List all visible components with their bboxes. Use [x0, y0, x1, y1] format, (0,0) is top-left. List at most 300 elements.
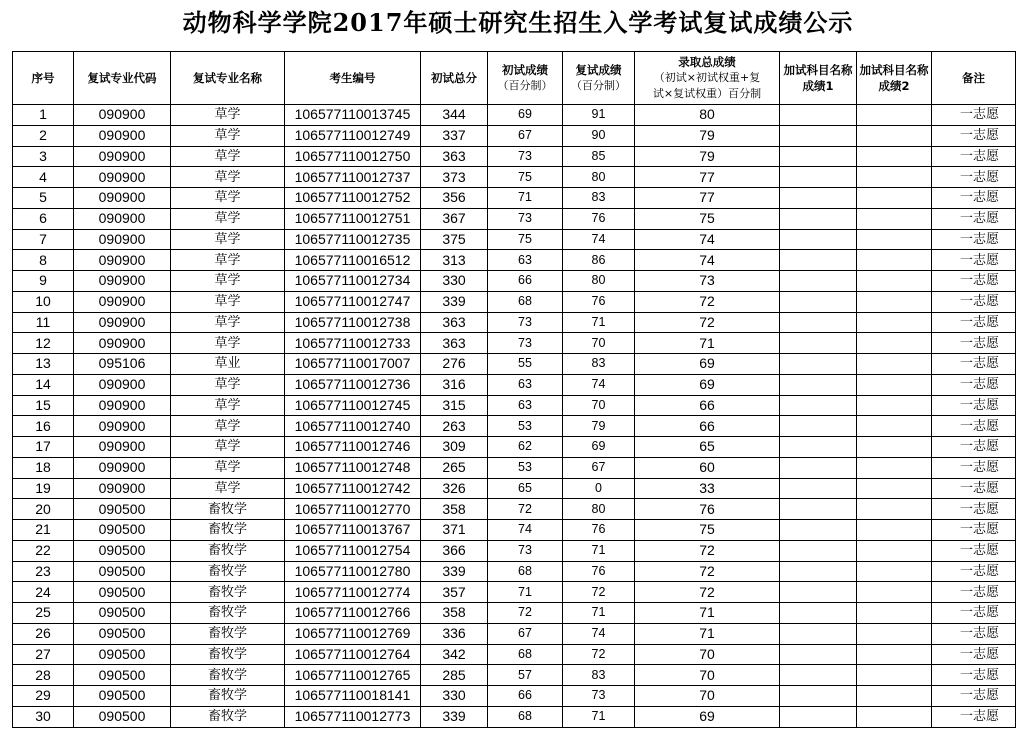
cell-prelim-score: 73: [488, 146, 563, 167]
cell-extra-subject-1: [780, 706, 857, 727]
cell-extra-subject-1: [780, 271, 857, 292]
cell-extra-subject-2: [857, 146, 932, 167]
cell-seq: 22: [13, 540, 74, 561]
cell-retest-score: 73: [563, 686, 635, 707]
cell-retest-score: 80: [563, 167, 635, 188]
cell-seq: 21: [13, 520, 74, 541]
cell-major-code: 090900: [74, 208, 171, 229]
table-row: [13, 208, 1016, 229]
cell-final-score: 65: [635, 437, 780, 458]
cell-prelim-score: 66: [488, 686, 563, 707]
cell-prelim-score: 73: [488, 312, 563, 333]
cell-major-code: 090500: [74, 644, 171, 665]
cell-final-score: 69: [635, 374, 780, 395]
cell-prelim-score: 73: [488, 333, 563, 354]
cell-seq: 16: [13, 416, 74, 437]
cell-retest-score: 83: [563, 665, 635, 686]
cell-remark: 一志愿: [932, 354, 1016, 375]
cell-prelim-score: 74: [488, 520, 563, 541]
cell-remark: 一志愿: [932, 582, 1016, 603]
cell-prelim-total: 363: [421, 312, 488, 333]
table-row: [13, 520, 1016, 541]
cell-retest-score: 76: [563, 561, 635, 582]
cell-extra-subject-2: [857, 665, 932, 686]
cell-extra-subject-1: [780, 374, 857, 395]
cell-prelim-total: 313: [421, 250, 488, 271]
cell-prelim-score: 57: [488, 665, 563, 686]
cell-final-score: 72: [635, 540, 780, 561]
header-extra-subject-1: 加试科目名称成绩1: [780, 52, 857, 105]
cell-final-score: 33: [635, 478, 780, 499]
cell-seq: 11: [13, 312, 74, 333]
cell-exam-number: 106577110012770: [285, 499, 421, 520]
cell-extra-subject-1: [780, 603, 857, 624]
cell-exam-number: 106577110013745: [285, 105, 421, 126]
cell-major-name: 草学: [171, 146, 285, 167]
cell-major-name: 草学: [171, 250, 285, 271]
header-retest-score-sub: （百分制）: [571, 79, 626, 92]
cell-retest-score: 80: [563, 499, 635, 520]
cell-retest-score: 0: [563, 478, 635, 499]
table-row: [13, 706, 1016, 727]
cell-remark: 一志愿: [932, 561, 1016, 582]
cell-major-name: 草学: [171, 271, 285, 292]
header-retest-score-main: 复试成绩: [575, 63, 622, 77]
cell-exam-number: 106577110012748: [285, 457, 421, 478]
cell-seq: 15: [13, 395, 74, 416]
cell-seq: 23: [13, 561, 74, 582]
cell-remark: 一志愿: [932, 540, 1016, 561]
header-prelim-total: 初试总分: [421, 52, 488, 105]
cell-exam-number: 106577110012733: [285, 333, 421, 354]
cell-seq: 14: [13, 374, 74, 395]
cell-exam-number: 106577110012738: [285, 312, 421, 333]
cell-retest-score: 83: [563, 354, 635, 375]
header-seq: 序号: [13, 52, 74, 105]
header-final-score-main: 录取总成绩: [678, 55, 736, 69]
table-row: [13, 167, 1016, 188]
cell-prelim-score: 73: [488, 540, 563, 561]
header-prelim-score-sub: （百分制）: [497, 79, 553, 92]
cell-exam-number: 106577110012773: [285, 706, 421, 727]
cell-major-code: 090900: [74, 395, 171, 416]
cell-remark: 一志愿: [932, 271, 1016, 292]
cell-retest-score: 86: [563, 250, 635, 271]
cell-prelim-score: 62: [488, 437, 563, 458]
cell-prelim-total: 285: [421, 665, 488, 686]
cell-extra-subject-2: [857, 291, 932, 312]
cell-extra-subject-1: [780, 623, 857, 644]
cell-major-code: 090500: [74, 623, 171, 644]
cell-seq: 19: [13, 478, 74, 499]
header-final-score: [635, 52, 780, 105]
cell-final-score: 79: [635, 125, 780, 146]
cell-prelim-total: 337: [421, 125, 488, 146]
cell-remark: 一志愿: [932, 457, 1016, 478]
cell-prelim-total: 363: [421, 333, 488, 354]
cell-prelim-score: 63: [488, 250, 563, 271]
cell-extra-subject-2: [857, 312, 932, 333]
cell-prelim-total: 315: [421, 395, 488, 416]
cell-major-code: 090500: [74, 665, 171, 686]
table-row: [13, 644, 1016, 665]
cell-major-code: 090500: [74, 582, 171, 603]
cell-retest-score: 76: [563, 291, 635, 312]
cell-remark: 一志愿: [932, 478, 1016, 499]
cell-exam-number: 106577110016512: [285, 250, 421, 271]
cell-major-name: 畜牧学: [171, 540, 285, 561]
cell-prelim-score: 71: [488, 188, 563, 209]
cell-major-name: 草学: [171, 395, 285, 416]
cell-extra-subject-2: [857, 188, 932, 209]
cell-extra-subject-1: [780, 312, 857, 333]
cell-seq: 8: [13, 250, 74, 271]
cell-major-name: 畜牧学: [171, 582, 285, 603]
cell-prelim-total: 276: [421, 354, 488, 375]
cell-exam-number: 106577110012740: [285, 416, 421, 437]
cell-final-score: 70: [635, 686, 780, 707]
cell-major-name: 畜牧学: [171, 706, 285, 727]
cell-retest-score: 83: [563, 188, 635, 209]
header-row: [13, 52, 1016, 105]
cell-prelim-total: 358: [421, 603, 488, 624]
cell-major-code: 090500: [74, 520, 171, 541]
cell-seq: 9: [13, 271, 74, 292]
cell-extra-subject-2: [857, 167, 932, 188]
cell-remark: 一志愿: [932, 105, 1016, 126]
cell-prelim-total: 316: [421, 374, 488, 395]
cell-seq: 1: [13, 105, 74, 126]
cell-prelim-score: 69: [488, 105, 563, 126]
cell-prelim-total: 339: [421, 561, 488, 582]
cell-major-name: 畜牧学: [171, 603, 285, 624]
cell-exam-number: 106577110012747: [285, 291, 421, 312]
cell-extra-subject-1: [780, 125, 857, 146]
cell-seq: 29: [13, 686, 74, 707]
table-row: [13, 561, 1016, 582]
header-prelim-score-main: 初试成绩: [502, 63, 548, 77]
cell-exam-number: 106577110017007: [285, 354, 421, 375]
cell-prelim-total: 373: [421, 167, 488, 188]
cell-major-code: 090500: [74, 706, 171, 727]
cell-extra-subject-1: [780, 146, 857, 167]
cell-remark: 一志愿: [932, 146, 1016, 167]
header-remark: 备注: [932, 52, 1016, 105]
cell-extra-subject-1: [780, 686, 857, 707]
cell-major-name: 草学: [171, 188, 285, 209]
cell-final-score: 72: [635, 291, 780, 312]
cell-exam-number: 106577110012774: [285, 582, 421, 603]
cell-major-code: 090500: [74, 561, 171, 582]
table-row: [13, 333, 1016, 354]
table-row: [13, 478, 1016, 499]
table-row: [13, 582, 1016, 603]
cell-extra-subject-2: [857, 125, 932, 146]
cell-retest-score: 74: [563, 374, 635, 395]
cell-final-score: 74: [635, 250, 780, 271]
cell-remark: 一志愿: [932, 167, 1016, 188]
cell-major-code: 090500: [74, 540, 171, 561]
cell-final-score: 60: [635, 457, 780, 478]
cell-retest-score: 71: [563, 312, 635, 333]
table-row: [13, 499, 1016, 520]
cell-prelim-score: 67: [488, 623, 563, 644]
table-row: [13, 271, 1016, 292]
cell-prelim-total: 265: [421, 457, 488, 478]
table-row: [13, 250, 1016, 271]
cell-retest-score: 90: [563, 125, 635, 146]
cell-major-code: 090900: [74, 374, 171, 395]
cell-retest-score: 72: [563, 582, 635, 603]
cell-extra-subject-2: [857, 437, 932, 458]
cell-final-score: 76: [635, 499, 780, 520]
cell-extra-subject-1: [780, 250, 857, 271]
cell-prelim-score: 68: [488, 644, 563, 665]
cell-extra-subject-1: [780, 188, 857, 209]
cell-prelim-total: 263: [421, 416, 488, 437]
cell-major-code: 090900: [74, 333, 171, 354]
cell-exam-number: 106577110012736: [285, 374, 421, 395]
cell-remark: 一志愿: [932, 499, 1016, 520]
cell-seq: 3: [13, 146, 74, 167]
cell-major-code: 090900: [74, 188, 171, 209]
cell-extra-subject-2: [857, 499, 932, 520]
cell-remark: 一志愿: [932, 437, 1016, 458]
cell-extra-subject-1: [780, 582, 857, 603]
cell-extra-subject-2: [857, 208, 932, 229]
cell-prelim-score: 75: [488, 167, 563, 188]
cell-seq: 7: [13, 229, 74, 250]
cell-exam-number: 106577110012769: [285, 623, 421, 644]
cell-major-name: 草学: [171, 105, 285, 126]
cell-seq: 18: [13, 457, 74, 478]
cell-remark: 一志愿: [932, 208, 1016, 229]
cell-exam-number: 106577110012751: [285, 208, 421, 229]
cell-major-code: 095106: [74, 354, 171, 375]
cell-major-code: 090900: [74, 167, 171, 188]
cell-prelim-total: 366: [421, 540, 488, 561]
cell-retest-score: 74: [563, 623, 635, 644]
cell-prelim-total: 330: [421, 271, 488, 292]
cell-exam-number: 106577110012765: [285, 665, 421, 686]
cell-major-code: 090900: [74, 291, 171, 312]
cell-prelim-total: 357: [421, 582, 488, 603]
cell-exam-number: 106577110012746: [285, 437, 421, 458]
table-row: [13, 125, 1016, 146]
cell-remark: 一志愿: [932, 665, 1016, 686]
cell-prelim-total: 344: [421, 105, 488, 126]
cell-exam-number: 106577110012737: [285, 167, 421, 188]
cell-prelim-total: 326: [421, 478, 488, 499]
cell-extra-subject-2: [857, 271, 932, 292]
cell-extra-subject-2: [857, 457, 932, 478]
cell-final-score: 71: [635, 333, 780, 354]
cell-major-code: 090900: [74, 457, 171, 478]
cell-extra-subject-2: [857, 229, 932, 250]
cell-seq: 25: [13, 603, 74, 624]
table-row: [13, 437, 1016, 458]
cell-extra-subject-2: [857, 105, 932, 126]
cell-final-score: 72: [635, 561, 780, 582]
cell-major-code: 090900: [74, 229, 171, 250]
cell-extra-subject-2: [857, 354, 932, 375]
cell-prelim-total: 339: [421, 291, 488, 312]
cell-extra-subject-2: [857, 540, 932, 561]
cell-major-code: 090900: [74, 312, 171, 333]
cell-remark: 一志愿: [932, 333, 1016, 354]
cell-prelim-total: 356: [421, 188, 488, 209]
table-row: [13, 229, 1016, 250]
cell-major-name: 畜牧学: [171, 686, 285, 707]
cell-extra-subject-1: [780, 416, 857, 437]
cell-extra-subject-1: [780, 499, 857, 520]
cell-exam-number: 106577110012750: [285, 146, 421, 167]
cell-major-code: 090900: [74, 478, 171, 499]
table-row: [13, 291, 1016, 312]
cell-final-score: 80: [635, 105, 780, 126]
cell-extra-subject-1: [780, 333, 857, 354]
cell-seq: 26: [13, 623, 74, 644]
cell-exam-number: 106577110012745: [285, 395, 421, 416]
cell-retest-score: 70: [563, 333, 635, 354]
cell-prelim-score: 72: [488, 499, 563, 520]
cell-retest-score: 80: [563, 271, 635, 292]
cell-seq: 30: [13, 706, 74, 727]
table-row: [13, 354, 1016, 375]
cell-prelim-score: 71: [488, 582, 563, 603]
cell-final-score: 69: [635, 354, 780, 375]
cell-seq: 24: [13, 582, 74, 603]
cell-remark: 一志愿: [932, 416, 1016, 437]
cell-final-score: 75: [635, 208, 780, 229]
cell-prelim-total: 339: [421, 706, 488, 727]
cell-exam-number: 106577110012734: [285, 271, 421, 292]
cell-extra-subject-1: [780, 478, 857, 499]
cell-prelim-score: 68: [488, 561, 563, 582]
cell-major-code: 090900: [74, 125, 171, 146]
cell-exam-number: 106577110018141: [285, 686, 421, 707]
cell-extra-subject-1: [780, 644, 857, 665]
cell-major-code: 090900: [74, 146, 171, 167]
cell-major-name: 草学: [171, 208, 285, 229]
table-row: [13, 395, 1016, 416]
cell-major-name: 畜牧学: [171, 623, 285, 644]
cell-retest-score: 85: [563, 146, 635, 167]
cell-major-code: 090900: [74, 271, 171, 292]
cell-prelim-score: 66: [488, 271, 563, 292]
cell-extra-subject-1: [780, 208, 857, 229]
cell-remark: 一志愿: [932, 395, 1016, 416]
cell-seq: 4: [13, 167, 74, 188]
table-row: [13, 540, 1016, 561]
cell-major-name: 草学: [171, 167, 285, 188]
cell-extra-subject-2: [857, 686, 932, 707]
scores-table: [12, 51, 1016, 728]
cell-major-code: 090900: [74, 105, 171, 126]
cell-remark: 一志愿: [932, 623, 1016, 644]
cell-extra-subject-1: [780, 105, 857, 126]
cell-major-name: 草学: [171, 291, 285, 312]
cell-retest-score: 71: [563, 706, 635, 727]
cell-prelim-score: 68: [488, 706, 563, 727]
cell-final-score: 77: [635, 188, 780, 209]
cell-major-name: 草学: [171, 125, 285, 146]
cell-final-score: 75: [635, 520, 780, 541]
cell-exam-number: 106577110012742: [285, 478, 421, 499]
cell-exam-number: 106577110012749: [285, 125, 421, 146]
table-body: [13, 105, 1016, 728]
cell-extra-subject-1: [780, 229, 857, 250]
cell-extra-subject-2: [857, 333, 932, 354]
cell-prelim-total: 330: [421, 686, 488, 707]
cell-final-score: 72: [635, 582, 780, 603]
cell-major-code: 090900: [74, 437, 171, 458]
cell-retest-score: 70: [563, 395, 635, 416]
cell-extra-subject-2: [857, 395, 932, 416]
cell-exam-number: 106577110012766: [285, 603, 421, 624]
cell-prelim-total: 358: [421, 499, 488, 520]
cell-extra-subject-2: [857, 644, 932, 665]
cell-extra-subject-2: [857, 374, 932, 395]
cell-final-score: 71: [635, 603, 780, 624]
cell-seq: 27: [13, 644, 74, 665]
page-title: 动物科学学院2017年硕士研究生招生入学考试复试成绩公示: [182, 8, 854, 37]
cell-remark: 一志愿: [932, 125, 1016, 146]
cell-extra-subject-2: [857, 561, 932, 582]
cell-retest-score: 71: [563, 540, 635, 561]
cell-prelim-score: 75: [488, 229, 563, 250]
cell-extra-subject-2: [857, 250, 932, 271]
cell-major-name: 草学: [171, 312, 285, 333]
cell-final-score: 79: [635, 146, 780, 167]
cell-final-score: 71: [635, 623, 780, 644]
cell-retest-score: 76: [563, 208, 635, 229]
cell-major-name: 畜牧学: [171, 561, 285, 582]
cell-major-name: 畜牧学: [171, 520, 285, 541]
cell-prelim-score: 63: [488, 374, 563, 395]
cell-remark: 一志愿: [932, 374, 1016, 395]
cell-major-name: 草学: [171, 333, 285, 354]
cell-final-score: 70: [635, 644, 780, 665]
cell-retest-score: 71: [563, 603, 635, 624]
cell-final-score: 69: [635, 706, 780, 727]
cell-retest-score: 91: [563, 105, 635, 126]
cell-retest-score: 79: [563, 416, 635, 437]
cell-extra-subject-1: [780, 395, 857, 416]
table-row: [13, 623, 1016, 644]
table-row: [13, 686, 1016, 707]
cell-extra-subject-2: [857, 478, 932, 499]
table-row: [13, 665, 1016, 686]
cell-major-name: 草学: [171, 437, 285, 458]
cell-major-code: 090500: [74, 603, 171, 624]
table-row: [13, 603, 1016, 624]
cell-extra-subject-1: [780, 520, 857, 541]
header-exam-number: 考生编号: [285, 52, 421, 105]
table-row: [13, 374, 1016, 395]
cell-prelim-total: 363: [421, 146, 488, 167]
cell-major-code: 090900: [74, 416, 171, 437]
cell-seq: 5: [13, 188, 74, 209]
cell-extra-subject-1: [780, 457, 857, 478]
cell-retest-score: 69: [563, 437, 635, 458]
cell-remark: 一志愿: [932, 291, 1016, 312]
cell-prelim-score: 67: [488, 125, 563, 146]
cell-exam-number: 106577110013767: [285, 520, 421, 541]
table-header: [13, 52, 1016, 105]
cell-prelim-score: 63: [488, 395, 563, 416]
cell-extra-subject-2: [857, 623, 932, 644]
